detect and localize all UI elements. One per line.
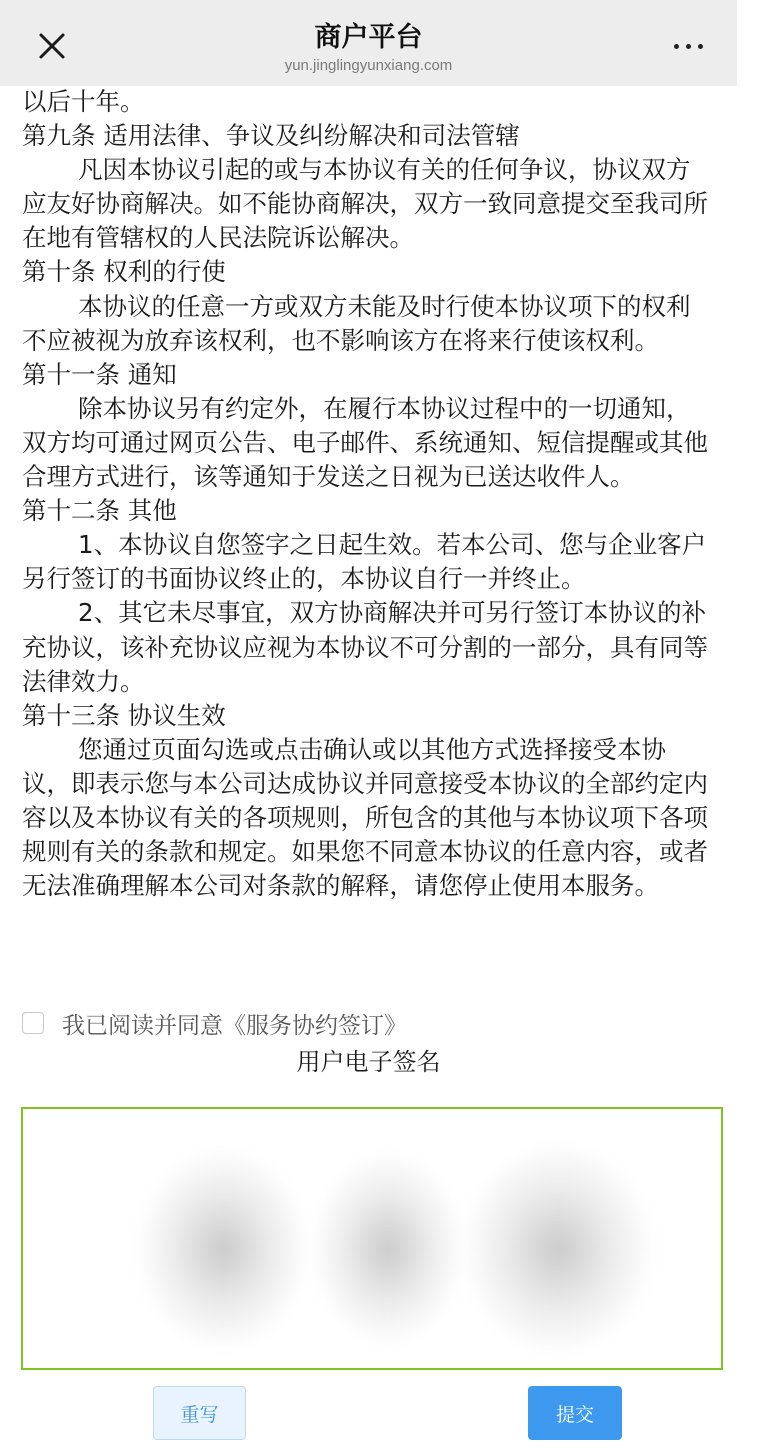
signature-title: 用户电子签名 (296, 1048, 441, 1076)
signature-stroke-blurred (138, 1149, 308, 1349)
consent-checkbox[interactable] (22, 1012, 44, 1034)
agreement-paragraph: 凡因本协议引起的或与本协议有关的任何争议，协议双方应友好协商解决。如不能协商解决，双方一致同意提交至我司所在地有管辖权的人民法院诉讼解决。 (22, 155, 708, 253)
agreement-heading: 第十三条 协议生效 (22, 700, 226, 730)
signature-stroke-blurred (313, 1154, 463, 1344)
agreement-text (22, 85, 712, 903)
agreement-paragraph: 1、本协议自您签字之日起生效。若本公司、您与企业客户另行签订的书面协议终止的，本协议自行一并终止。 (22, 530, 707, 594)
agreement-paragraph: 本协议的任意一方或双方未能及时行使本协议项下的权利不应被视为放弃该权利，也不影响该方在将来行使该权利。 (22, 291, 691, 355)
agreement-heading: 第九条 适用法律、争议及纠纷解决和司法管辖 (22, 121, 520, 151)
agreement-heading: 以后十年。 (22, 87, 145, 116)
agreement-heading: 第十一条 通知 (22, 359, 177, 389)
rewrite-button[interactable]: 重写 (153, 1386, 246, 1440)
agreement-heading: 第十条 权利的行使 (22, 257, 226, 287)
submit-button[interactable]: 提交 (528, 1386, 622, 1440)
page-url: yun.jinglingyunxiang.com (284, 57, 453, 74)
signature-pad[interactable] (21, 1107, 723, 1370)
agreement-heading: 第十二条 其他 (22, 496, 177, 526)
browser-top-bar (0, 0, 737, 86)
title-block (0, 20, 737, 76)
consent-row[interactable] (22, 1008, 407, 1038)
agreement-paragraph: 2、其它未尽事宜，双方协商解决并可另行签订本协议的补充协议，该补充协议应视为本协议不可分割的一部分，具有同等法律效力。 (22, 598, 708, 696)
agreement-paragraph: 除本协议另有约定外，在履行本协议过程中的一切通知，双方均可通过网页公告、电子邮件、系统通知、短信提醒或其他合理方式进行，该等通知于发送之日视为已送达收件人。 (22, 393, 708, 492)
page-title: 商户平台 (314, 22, 423, 53)
agreement-paragraph: 您通过页面勾选或点击确认或以其他方式选择接受本协议，即表示您与本公司达成协议并同意接受本协议的全部约定内容以及本协议有关的各项规则，所包含的其他与本协议项下各项规则有关的条款和规定。如果您不同意本协议的任意内容，或者无法准确理解本公司对条款的解释，请您停止使用本服务。 (22, 734, 708, 901)
consent-label[interactable]: 我已阅读并同意《服务协约签订》 (62, 1012, 407, 1039)
more-horizontal-icon[interactable] (672, 40, 706, 52)
signature-stroke-blurred (463, 1144, 653, 1354)
